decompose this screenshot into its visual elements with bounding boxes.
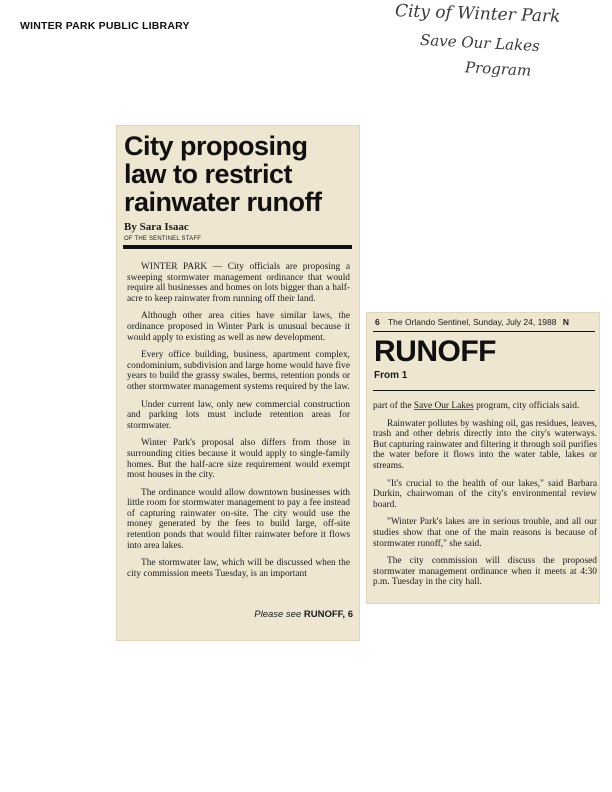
newspaper-clipping-continuation	[367, 313, 599, 603]
jump-line	[254, 609, 353, 620]
masthead-text: The Orlando Sentinel, Sunday, July 24, 1988	[387, 317, 557, 327]
page-masthead	[375, 317, 595, 327]
paragraph: Winter Park's proposal also differs from those in surrounding cities because it would apply to single-family homes. But the half-acre size requirement would exempt most houses in the city.	[127, 438, 350, 481]
divider	[373, 390, 595, 391]
paragraph: Rainwater pollutes by washing oil, gas residues, leaves, trash and other debris directly into the city's waterways. But capturing rainwater and filtering it through soil purifies the water before it flows into the water table, lakes or streams.	[373, 418, 597, 471]
paragraph: part of the Save Our Lakes program, city officials said.	[373, 401, 580, 411]
handwritten-note-line-3: Program	[464, 58, 532, 80]
handwritten-note-line-1: City of Winter Park	[394, 1, 561, 27]
paragraph: The stormwater law, which will be discussed when the city commission meets Tuesday, is an important	[127, 558, 350, 579]
page-number: 6	[375, 317, 380, 327]
paragraph: "It's crucial to the health of our lakes," said Barbara Durkin, chairwoman of the city's environmental review board.	[373, 478, 597, 510]
article-body	[127, 262, 350, 586]
paragraph: Every office building, business, apartment complex, condominium, subdivision and large home would have five years to build the grassy swales, berms, retention ponds or other stormwater management systems required by the law.	[127, 350, 350, 392]
continuation-title: RUNOFF	[374, 335, 496, 368]
jump-target: RUNOFF, 6	[303, 609, 353, 620]
paragraph: The city commission will discuss the proposed stormwater management ordinance when it meets at 4:30 p.m. Tuesday in the city hall.	[373, 556, 597, 588]
jump-prefix: Please see	[254, 609, 302, 620]
section-letter: N	[562, 317, 570, 327]
continued-from: From 1	[374, 370, 408, 381]
library-stamp: WINTER PARK PUBLIC LIBRARY	[20, 20, 190, 32]
divider	[123, 245, 352, 249]
paragraph: Although other area cities have similar laws, the ordinance proposed in Winter Park is unusual because it would apply to existing as well as new development.	[127, 311, 350, 343]
paragraph: The ordinance would allow downtown businesses with little room for stormwater management to pay a fee instead of capturing rainwater on-site. The city would use the money generated by the fees to build large, off-site retention ponds that would filter rainwater before it flows into area lakes.	[127, 487, 350, 551]
paragraph: "Winter Park's lakes are in serious trouble, and all our studies show that one of the main reasons is because of stormwater runoff," she said.	[373, 517, 597, 549]
staff-credit: OF THE SENTINEL STAFF	[124, 236, 202, 242]
headline: City proposing law to restrict rainwater runoff	[124, 131, 322, 217]
program-name: Save Our Lakes	[413, 401, 474, 411]
paragraph: WINTER PARK — City officials are proposing a sweeping stormwater management ordinance that would require all businesses and homes on lots bigger than a half-acre to keep rainwater from running off their land.	[127, 262, 350, 304]
newspaper-clipping-main	[117, 126, 359, 640]
paragraph: Under current law, only new commercial construction and parking lots must include retention areas for stormwater.	[127, 399, 350, 431]
byline: By Sara Isaac	[124, 221, 189, 233]
handwritten-note-line-2: Save Our Lakes	[419, 30, 541, 56]
continuation-body	[373, 401, 597, 595]
divider	[373, 331, 595, 332]
